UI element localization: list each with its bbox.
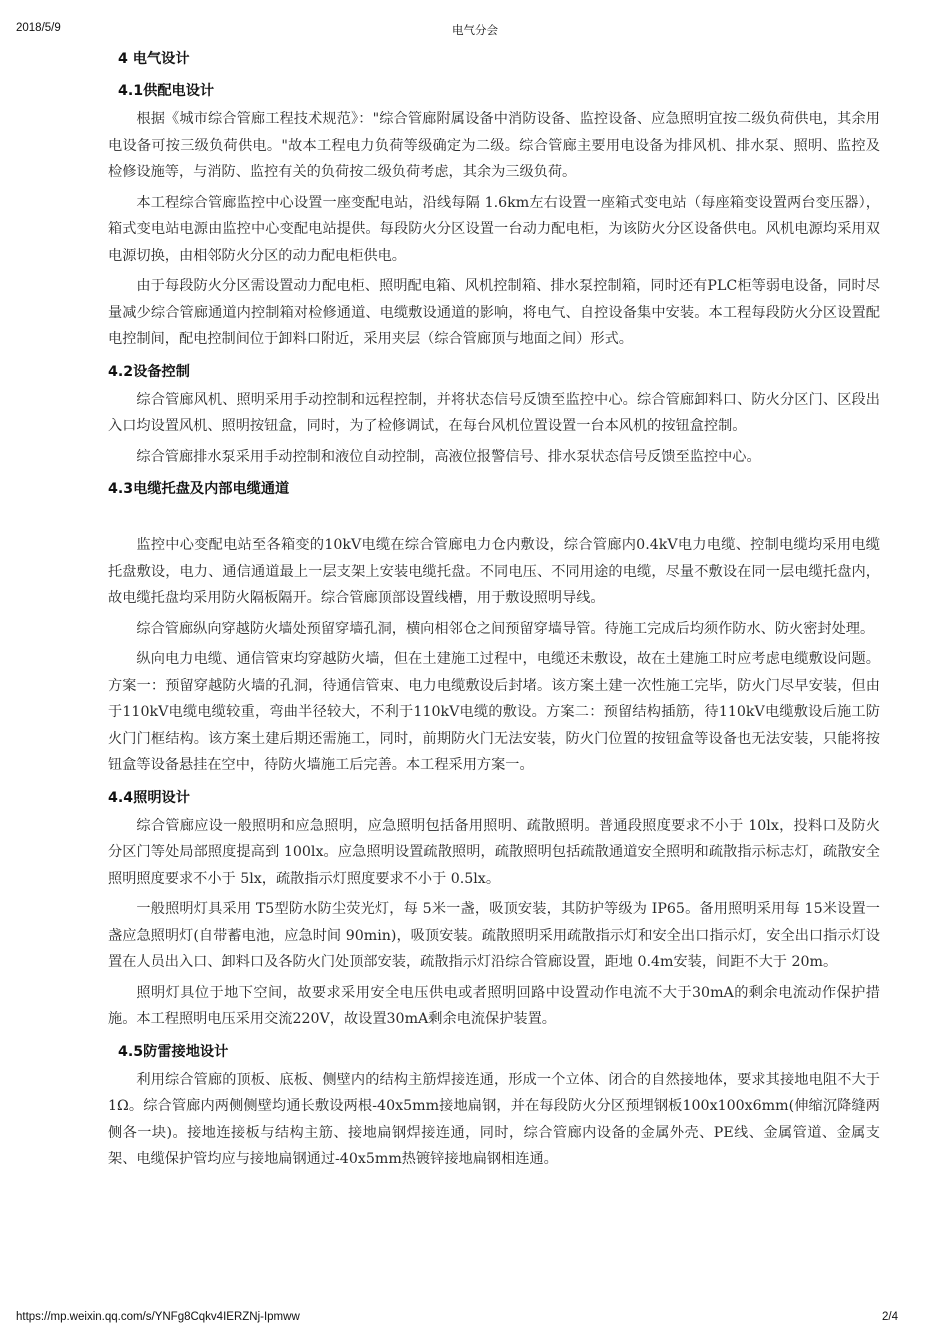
section-heading-4-2: 4.2设备控制 (108, 363, 190, 380)
section-heading-4: 4 电气设计 (118, 51, 190, 67)
print-date: 2018/5/9 (16, 22, 61, 34)
paragraph: 综合管廊纵向穿越防火墙处预留穿墙孔洞，横向相邻仓之间预留穿墙导管。待施工完成后均须作防水、防火密封处理。 (136, 620, 875, 637)
paragraph: 监控中心变配电站至各箱变的10kV电缆在综合管廊电力仓内敷设，综合管廊内0.4kV电力电缆、控制电缆均采用电缆托盘敷设，电力、通信通道最上一层支架上安装电缆托盘。不同电压、不同用途的电缆，尽量不敷设在同一层电缆托盘内，故电缆托盘均采用防火隔板隔开。综合管廊顶部设置线槽，用于敷设照明导线。 (108, 537, 880, 606)
paragraph: 综合管廊风机、照明采用手动控制和远程控制，并将状态信号反馈至监控中心。综合管廊卸料口、防火分区门、区段出入口均设置风机、照明按钮盒，同时，为了检修调试，在每台风机位置设置一台本风机的按钮盒控制。 (108, 391, 880, 434)
paragraph: 根据《城市综合管廊工程技术规范》："综合管廊附属设备中消防设备、监控设备、应急照明宜按二级负荷供电，其余用电设备可按三级负荷供电。"故本工程电力负荷等级确定为二级。综合管廊主要用电设备为排风机、排水泵、照明、监控及检修设施等，与消防、监控有关的负荷按二级负荷考虑，其余为三级负荷。 (108, 111, 880, 180)
blank-spacer (108, 504, 880, 532)
paragraph: 综合管廊应设一般照明和应急照明，应急照明包括备用照明、疏散照明。普通段照度要求不小于 10lx，投料口及防火分区门等处局部照度提高到 100lx。应急照明设置疏散照明，疏散照明包括疏散通道安全照明和疏散指示标志灯，疏散安全照明照度要求不小于 5lx，疏散指示灯照度要求不小于 0.5lx。 (108, 817, 880, 887)
paragraph: 一般照明灯具采用 T5型防水防尘荧光灯，每 5米一盏，吸顶安装，其防护等级为 IP65。备用照明采用每 15米设置一盏应急照明灯(自带蓄电池，应急时间 90min)，吸顶安装。疏散照明采用疏散指示灯和安全出口指示灯，安全出口指示灯设置在人员出入口、卸料口及各防火门处顶部安装，疏散指示灯沿综合管廊设置，距地 0.4m安装，间距不大于 20m。 (108, 901, 880, 970)
paragraph: 由于每段防火分区需设置动力配电柜、照明配电箱、风机控制箱、排水泵控制箱，同时还有PLC柜等弱电设备，同时尽量减少综合管廊通道内控制箱对检修通道、电缆敷设通道的影响，将电气、自控设备集中安装。本工程每段防火分区设置配电控制间，配电控制间位于卸料口附近，采用夹层（综合管廊顶与地面之间）形式。 (108, 278, 880, 347)
paragraph: 综合管廊排水泵采用手动控制和液位自动控制，高液位报警信号、排水泵状态信号反馈至监控中心。 (136, 448, 761, 465)
section-heading-4-1: 4.1供配电设计 (118, 83, 215, 99)
page-number: 2/4 (882, 1311, 898, 1323)
section-heading-4-5: 4.5防雷接地设计 (118, 1043, 229, 1060)
source-url-link[interactable]: https://mp.weixin.qq.com/s/YNFg8Cqkv4IERZNj-Ipmww (16, 1311, 300, 1323)
paragraph: 本工程综合管廊监控中心设置一座变配电站，沿线每隔 1.6km左右设置一座箱式变电站（每座箱变设置两台变压器），箱式变电站电源由监控中心变配电站提供。每段防火分区设置一台动力配电柜，为该防火分区设备供电。风机电源均采用双电源切换，由相邻防火分区的动力配电柜供电。 (108, 194, 880, 264)
page-header-title: 电气分会 (452, 25, 498, 37)
section-heading-4-3: 4.3电缆托盘及内部电缆通道 (108, 481, 290, 497)
paragraph: 照明灯具位于地下空间，故要求采用安全电压供电或者照明回路中设置动作电流不大于30mA的剩余电流动作保护措施。本工程照明电压采用交流220V，故设置30mA剩余电流保护装置。 (108, 984, 880, 1027)
paragraph: 纵向电力电缆、通信管束均穿越防火墙，但在土建施工过程中，电缆还未敷设，故在土建施工时应考虑电缆敷设问题。方案一：预留穿越防火墙的孔洞，待通信管束、电力电缆敷设后封堵。该方案土建一次性施工完毕，防火门尽早安装，但由于110kV电缆电缆较重，弯曲半径较大，不利于110kV电缆的敷设。方案二：预留结构插筋，待110kV电缆敷设后施工防火门门框结构。该方案土建后期还需施工，同时，前期防火门无法安装，防火门位置的按钮盒等设备也无法安装，只能将按钮盒等设备悬挂在空中，待防火墙施工后完善。本工程采用方案一。 (108, 651, 880, 773)
article-body (108, 44, 880, 1177)
paragraph: 利用综合管廊的顶板、底板、侧壁内的结构主筋焊接连通，形成一个立体、闭合的自然接地体，要求其接地电阻不大于 1Ω。综合管廊内两侧侧壁均通长敷设两根-40x5mm接地扁钢，并在每段防火分区预埋钢板100x100x6mm(伸缩沉降缝两侧各一块)。接地连接板与结构主筋、接地扁钢焊接连通，同时，综合管廊内设备的金属外壳、PE线、金属管道、金属支架、电缆保护管均应与接地扁钢通过-40x5mm热镀锌接地扁钢相连通。 (108, 1071, 880, 1167)
section-heading-4-4: 4.4照明设计 (108, 789, 190, 806)
